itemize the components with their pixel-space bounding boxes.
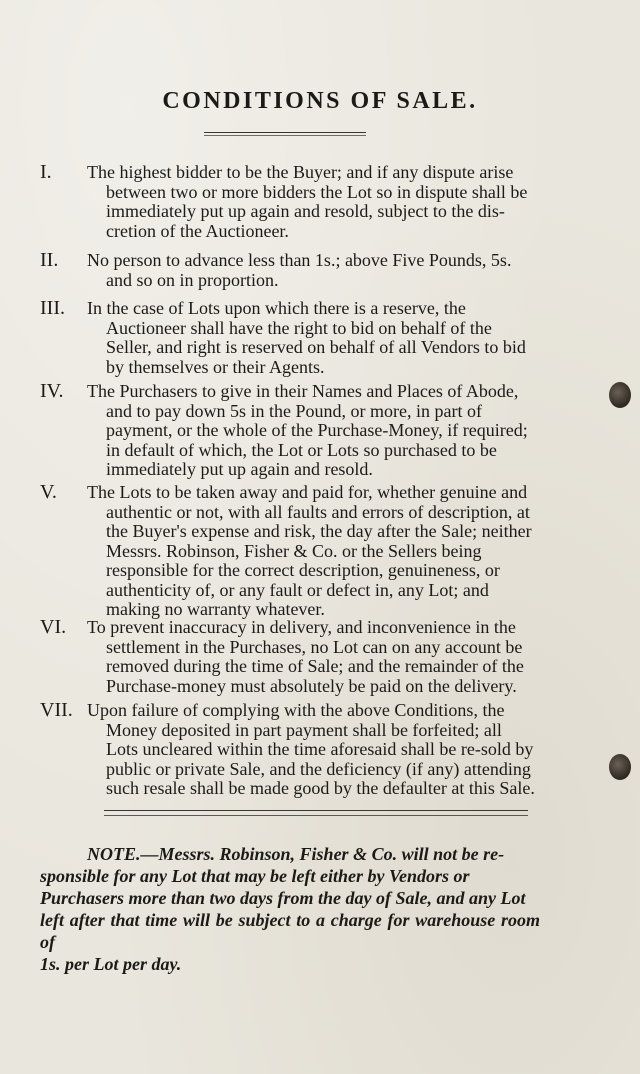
condition-text: [87, 382, 596, 480]
condition-line: between two or more bidders the Lot so in dispute shall be: [106, 181, 528, 202]
condition-line: In the case of Lots upon which there is a reserve, the: [87, 298, 466, 318]
condition-line: by themselves or their Agents.: [106, 356, 325, 377]
condition-line: immediately put up again and resold.: [106, 459, 373, 479]
condition-line: The highest bidder to be the Buyer; and if any dispute arise: [87, 162, 514, 182]
condition-text: [87, 618, 596, 696]
condition-line: public or private Sale, and the deficiency (if any) attending: [106, 758, 531, 779]
condition-line: making no warranty whatever.: [106, 599, 325, 619]
condition-text: [87, 163, 596, 241]
title-rule-secondary: [204, 135, 366, 136]
condition-line: No person to advance less than 1s.; above Five Pounds, 5s.: [87, 250, 512, 270]
binding-hole: [609, 382, 631, 408]
condition-2: [40, 251, 596, 290]
title-rule: [204, 132, 366, 133]
note-line: NOTE.—Messrs. Robinson, Fisher & Co. will not be re-: [87, 844, 505, 864]
condition-6: [40, 618, 596, 696]
condition-line: in default of which, the Lot or Lots so purchased to be: [106, 439, 497, 460]
condition-line: and to pay down 5s in the Pound, or more, in part of: [106, 400, 482, 421]
condition-line: immediately put up again and resold, subject to the dis-: [106, 201, 505, 221]
condition-number: II.: [40, 249, 59, 271]
page-title: CONDITIONS OF SALE.: [162, 88, 478, 114]
condition-line: Seller, and right is reserved on behalf of all Vendors to bid: [106, 337, 526, 357]
condition-text: [87, 251, 596, 290]
condition-text: [87, 483, 596, 620]
condition-text: [87, 299, 596, 377]
condition-number: IV.: [40, 380, 64, 402]
note-line: 1s. per Lot per day.: [40, 954, 182, 974]
condition-line: responsible for the correct description, genuineness, or: [106, 560, 500, 580]
condition-7: [40, 701, 596, 799]
condition-1: [40, 163, 596, 241]
condition-line: payment, or the whole of the Purchase-Money, if required;: [106, 420, 528, 440]
condition-5: [40, 483, 596, 620]
condition-line: authenticity of, or any fault or defect in, any Lot; and: [106, 579, 489, 600]
condition-line: Money deposited in part payment shall be forfeited; all: [106, 719, 502, 740]
condition-line: To prevent inaccuracy in delivery, and inconvenience in the: [87, 617, 516, 637]
condition-line: The Purchasers to give in their Names and Places of Abode,: [87, 381, 519, 401]
condition-line: settlement in the Purchases, no Lot can on any account be: [106, 636, 523, 657]
condition-number: V.: [40, 481, 57, 503]
condition-line: and so on in proportion.: [106, 269, 279, 290]
condition-line: Upon failure of complying with the above Conditions, the: [87, 700, 505, 720]
condition-number: I.: [40, 161, 52, 183]
divider-rule-secondary: [104, 815, 528, 816]
note-line: left after that time will be subject to a charge for warehouse room of: [40, 910, 540, 952]
condition-3: [40, 299, 596, 377]
condition-line: authentic or not, with all faults and errors of description, at: [106, 501, 530, 522]
condition-line: Messrs. Robinson, Fisher & Co. or the Sellers being: [106, 540, 482, 561]
condition-number: III.: [40, 297, 65, 319]
condition-number: VII.: [40, 699, 73, 721]
condition-number: VI.: [40, 616, 67, 638]
divider-rule: [104, 810, 528, 811]
condition-line: The Lots to be taken away and paid for, whether genuine and: [87, 482, 528, 502]
condition-4: [40, 382, 596, 480]
condition-line: the Buyer's expense and risk, the day after the Sale; neither: [106, 521, 532, 541]
condition-line: removed during the time of Sale; and the remainder of the: [106, 656, 524, 676]
condition-line: cretion of the Auctioneer.: [106, 220, 289, 241]
binding-hole: [609, 754, 631, 780]
condition-line: such resale shall be made good by the defaulter at this Sale.: [106, 778, 535, 798]
condition-text: [87, 701, 596, 799]
condition-line: Lots uncleared within the time aforesaid shall be re-sold by: [106, 739, 534, 759]
condition-line: Auctioneer shall have the right to bid on behalf of the: [106, 317, 492, 338]
note-paragraph: [40, 843, 540, 975]
note-line: Purchasers more than two days from the day of Sale, and any Lot: [40, 888, 526, 908]
condition-line: Purchase-money must absolutely be paid on the delivery.: [106, 675, 517, 696]
note-line: sponsible for any Lot that may be left either by Vendors or: [40, 866, 470, 886]
